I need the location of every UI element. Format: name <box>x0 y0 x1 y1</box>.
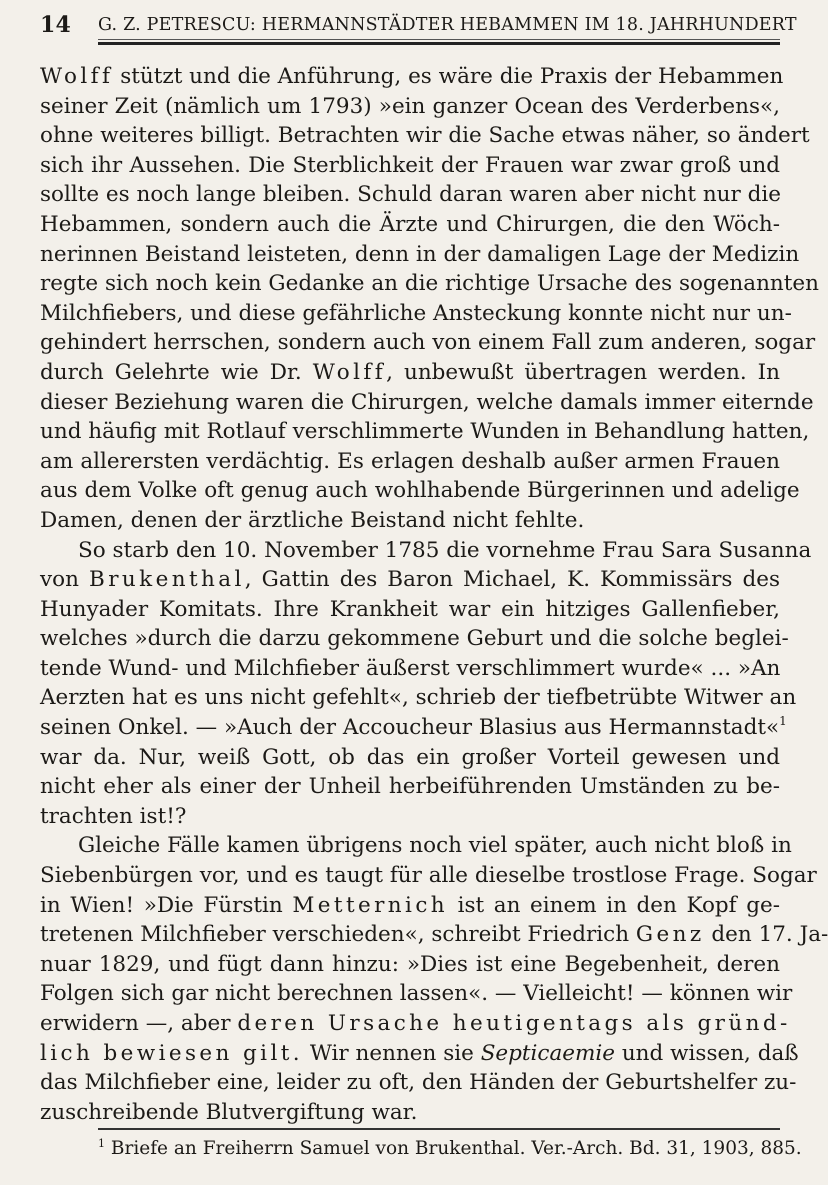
text-line: Hunyader Komitats. Ihre Krankheit war ein hitziges Gallenfieber, <box>40 596 780 622</box>
text-line <box>40 62 784 92</box>
text-line: sich ihr Aussehen. Die Sterblichkeit der Frauen war zwar groß und <box>40 152 780 178</box>
text-run: von <box>40 567 90 593</box>
text-line: tende Wund- und Milchfieber äußerst verschlimmert wurde« ... »An <box>40 655 781 681</box>
text-line <box>40 358 780 388</box>
text-line: Damen, denen der ärztliche Beistand nicht fehlte. <box>40 507 585 533</box>
text-line: Hebammen, sondern auch die Ärzte und Chirurgen, die den Wöch- <box>40 211 780 237</box>
text-line: welches »durch die darzu gekommene Geburt und die solche beglei- <box>40 626 789 652</box>
text-run: ist an einem in den Kopf ge- <box>448 892 780 918</box>
spaced-emphasis: lich bewiesen gilt. <box>40 1040 303 1066</box>
text-line: trachten ist!? <box>40 803 187 829</box>
text-line <box>40 891 780 921</box>
spaced-name: Wolff <box>312 359 387 385</box>
footnote-text: Briefe an Freiherrn Samuel von Brukenthal. Ver.-Arch. Bd. 31, 1903, 885. <box>110 1138 802 1159</box>
text-line: aus dem Volke oft genug auch wohlhabende Bürgerinnen und adelige <box>40 478 800 504</box>
text-run: in Wien! »Die Fürstin <box>40 892 293 918</box>
footnote-marker: 1 <box>98 1137 105 1150</box>
footnote-rule <box>98 1128 780 1130</box>
text-run: stützt und die Anführung, es wäre die Praxis der Hebammen <box>113 64 784 89</box>
body-text <box>40 62 828 1127</box>
text-line: seiner Zeit (nämlich um 1793) »ein ganzer Ocean des Verderbens«, <box>40 93 780 119</box>
text-line: zuschreibende Blutvergiftung war. <box>40 1099 418 1125</box>
running-head <box>40 6 797 38</box>
header-rule <box>98 42 780 45</box>
text-run: tretenen Milchfieber verschieden«, schreibt Friedrich <box>40 922 636 948</box>
text-line: Folgen sich gar nicht berechnen lassen«. — Vielleicht! — können wir <box>40 981 793 1007</box>
text-line: So starb den 10. November 1785 die vornehme Frau Sara Susanna <box>78 537 812 563</box>
text-line: am allerersten verdächtig. Es erlagen deshalb außer armen Frauen <box>40 448 780 474</box>
text-line: sollte es noch lange bleiben. Schuld daran waren aber nicht nur die <box>40 182 782 208</box>
text-run: , Gattin des Baron Michael, K. Kommissärs des <box>244 567 780 593</box>
running-head-title: G. Z. PETRESCU: HERMANNSTÄDTER HEBAMMEN IM 18. JAHRHUNDERT <box>98 15 797 35</box>
header-rule-thin <box>98 39 780 40</box>
text-line: nerinnen Beistand leisteten, denn in der damaligen Lage der Medizin <box>40 241 800 267</box>
text-line <box>40 920 828 950</box>
text-run: den 17. Ja- <box>704 922 828 948</box>
footnote-ref: 1 <box>779 714 787 729</box>
spaced-name: Brukenthal <box>89 567 245 593</box>
text-line: Milchfiebers, und diese gefährliche Ansteckung konnte nicht nur un- <box>40 300 792 326</box>
spaced-name: Genz <box>635 922 705 948</box>
text-line: Aerzten hat es uns nicht gefehlt«, schrieb der tiefbetrübte Witwer an <box>40 685 797 711</box>
text-line: Siebenbürgen vor, und es taugt für alle dieselbe trostlose Frage. Sogar <box>40 863 817 889</box>
text-line: dieser Beziehung waren die Chirurgen, welche damals immer eiternde <box>40 389 814 415</box>
spaced-name: Metternich <box>292 892 449 918</box>
text-line: war da. Nur, weiß Gott, ob das ein großer Vorteil gewesen und <box>40 744 780 770</box>
spaced-emphasis: deren Ursache heutigentags als gründ- <box>237 1011 791 1036</box>
text-line <box>40 1039 799 1069</box>
text-line: gehindert herrschen, sondern auch von einem Fall zum anderen, sogar <box>40 330 816 356</box>
text-run: , unbewußt übertragen werden. In <box>386 359 780 385</box>
text-line: und häufig mit Rotlauf verschlimmerte Wunden in Behandlung hatten, <box>40 419 810 445</box>
italic-term: Septicaemie <box>480 1040 615 1066</box>
text-run: seinen Onkel. — »Auch der Accoucheur Blasius aus Hermannstadt« <box>40 715 780 741</box>
footnote <box>98 1137 802 1159</box>
text-run: erwidern —, aber <box>40 1011 238 1036</box>
spaced-name: Wolff <box>40 64 114 89</box>
text-run: Wir nennen sie <box>303 1040 481 1066</box>
text-line: das Milchfieber eine, leider zu oft, den Händen der Geburtshelfer zu- <box>40 1070 797 1096</box>
text-line: nuar 1829, und fügt dann hinzu: »Dies ist eine Begebenheit, deren <box>40 951 780 977</box>
text-line <box>40 713 787 743</box>
text-run: und wissen, daß <box>615 1040 799 1066</box>
text-line: nicht eher als einer der Unheil herbeiführenden Umständen zu be- <box>40 774 780 800</box>
text-line: Gleiche Fälle kamen übrigens noch viel später, auch nicht bloß in <box>78 833 792 859</box>
text-line: ohne weiteres billigt. Betrachten wir die Sache etwas näher, so ändert <box>40 123 810 149</box>
page-number: 14 <box>40 12 72 38</box>
text-line <box>40 1009 791 1039</box>
text-line <box>40 565 780 595</box>
text-run: durch Gelehrte wie Dr. <box>40 359 313 385</box>
text-line: regte sich noch kein Gedanke an die richtige Ursache des sogenannten <box>40 271 819 297</box>
